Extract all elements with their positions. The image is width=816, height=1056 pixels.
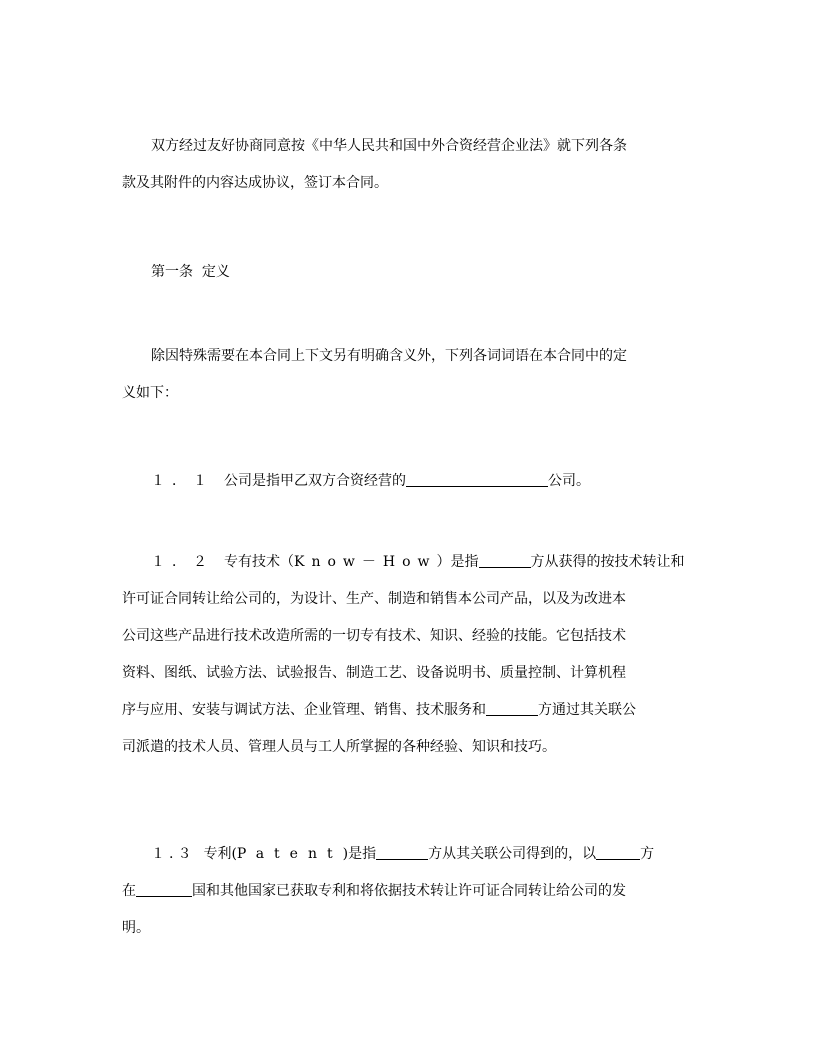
clause-1-2-line-4: 资料、图纸、试验方法、试验报告、制造工艺、设备说明书、质量控制、计算机程 bbox=[122, 665, 626, 681]
patent-term: Patent bbox=[236, 846, 343, 862]
clause-1-1-line bbox=[122, 463, 697, 500]
clause-text: 在 bbox=[122, 883, 136, 899]
clause-1-3-line-2 bbox=[122, 873, 697, 910]
clause-1-2-line-2: 许可证合同转让给公司的，为设计、生产、制造和销售本公司产品，以及为改进本 bbox=[122, 591, 626, 607]
clause-text: 公司。 bbox=[548, 473, 590, 489]
clause-text: 公司是指甲乙双方合资经营的 bbox=[224, 473, 406, 489]
clause-text: 方从获得的按技术转让和 bbox=[530, 554, 685, 570]
blank-party-3[interactable] bbox=[376, 845, 428, 860]
clause-text: 专利( bbox=[203, 846, 237, 862]
clause-text: 国和其他国家已获取专利和将依据技术转让许可证合同转让给公司的发 bbox=[192, 883, 626, 899]
clause-text: ）是指 bbox=[436, 554, 479, 570]
clause-text: )是指 bbox=[342, 846, 377, 862]
clause-text: 方通过其关联公 bbox=[538, 702, 636, 718]
intro-paragraph bbox=[122, 128, 697, 202]
clause-number: １．２ bbox=[151, 554, 214, 570]
clause-1-1 bbox=[122, 463, 697, 500]
blank-party-2[interactable] bbox=[486, 701, 538, 716]
clause-number: １.３ bbox=[151, 846, 196, 862]
clause-text: 序与应用、安装与调试方法、企业管理、销售、技术服务和 bbox=[122, 702, 486, 718]
article-heading bbox=[122, 254, 697, 291]
definitions-intro-line-1: 除因特殊需要在本合同上下文另有明确含义外，下列各词词语在本合同中的定 bbox=[151, 348, 627, 364]
clause-number: １．１ bbox=[151, 473, 214, 489]
intro-line-2: 款及其附件的内容达成协议，签订本合同。 bbox=[122, 175, 388, 191]
clause-1-2 bbox=[122, 544, 697, 766]
blank-party-4[interactable] bbox=[596, 845, 640, 860]
definitions-intro-line-2: 义如下： bbox=[122, 385, 178, 401]
blank-company-name[interactable] bbox=[406, 472, 548, 487]
article-1-title: 第一条 定义 bbox=[151, 264, 230, 280]
blank-party-1[interactable] bbox=[479, 553, 531, 568]
clause-1-3 bbox=[122, 836, 697, 947]
clause-1-2-line-3: 公司这些产品进行技术改造所需的一切专有技术、知识、经验的技能。它包括技术 bbox=[122, 628, 626, 644]
clause-1-2-line-1 bbox=[122, 544, 697, 581]
clause-1-2-line-5 bbox=[122, 692, 697, 729]
clause-1-3-line-3: 明。 bbox=[122, 920, 150, 936]
know-how-term: Know－How bbox=[294, 554, 437, 570]
clause-text: 方 bbox=[640, 846, 655, 862]
clause-1-3-line-1 bbox=[122, 836, 697, 873]
clause-text: 专有技术（ bbox=[224, 554, 294, 570]
blank-country[interactable] bbox=[136, 882, 192, 897]
clause-text: 方从其关联公司得到的，以 bbox=[428, 846, 597, 862]
clause-1-2-line-6: 司派遣的技术人员、管理人员与工人所掌握的各种经验、知识和技巧。 bbox=[122, 739, 556, 755]
intro-line-1: 双方经过友好协商同意按《中华人民共和国中外合资经营企业法》就下列各条 bbox=[151, 138, 627, 154]
definitions-intro-paragraph bbox=[122, 338, 697, 412]
